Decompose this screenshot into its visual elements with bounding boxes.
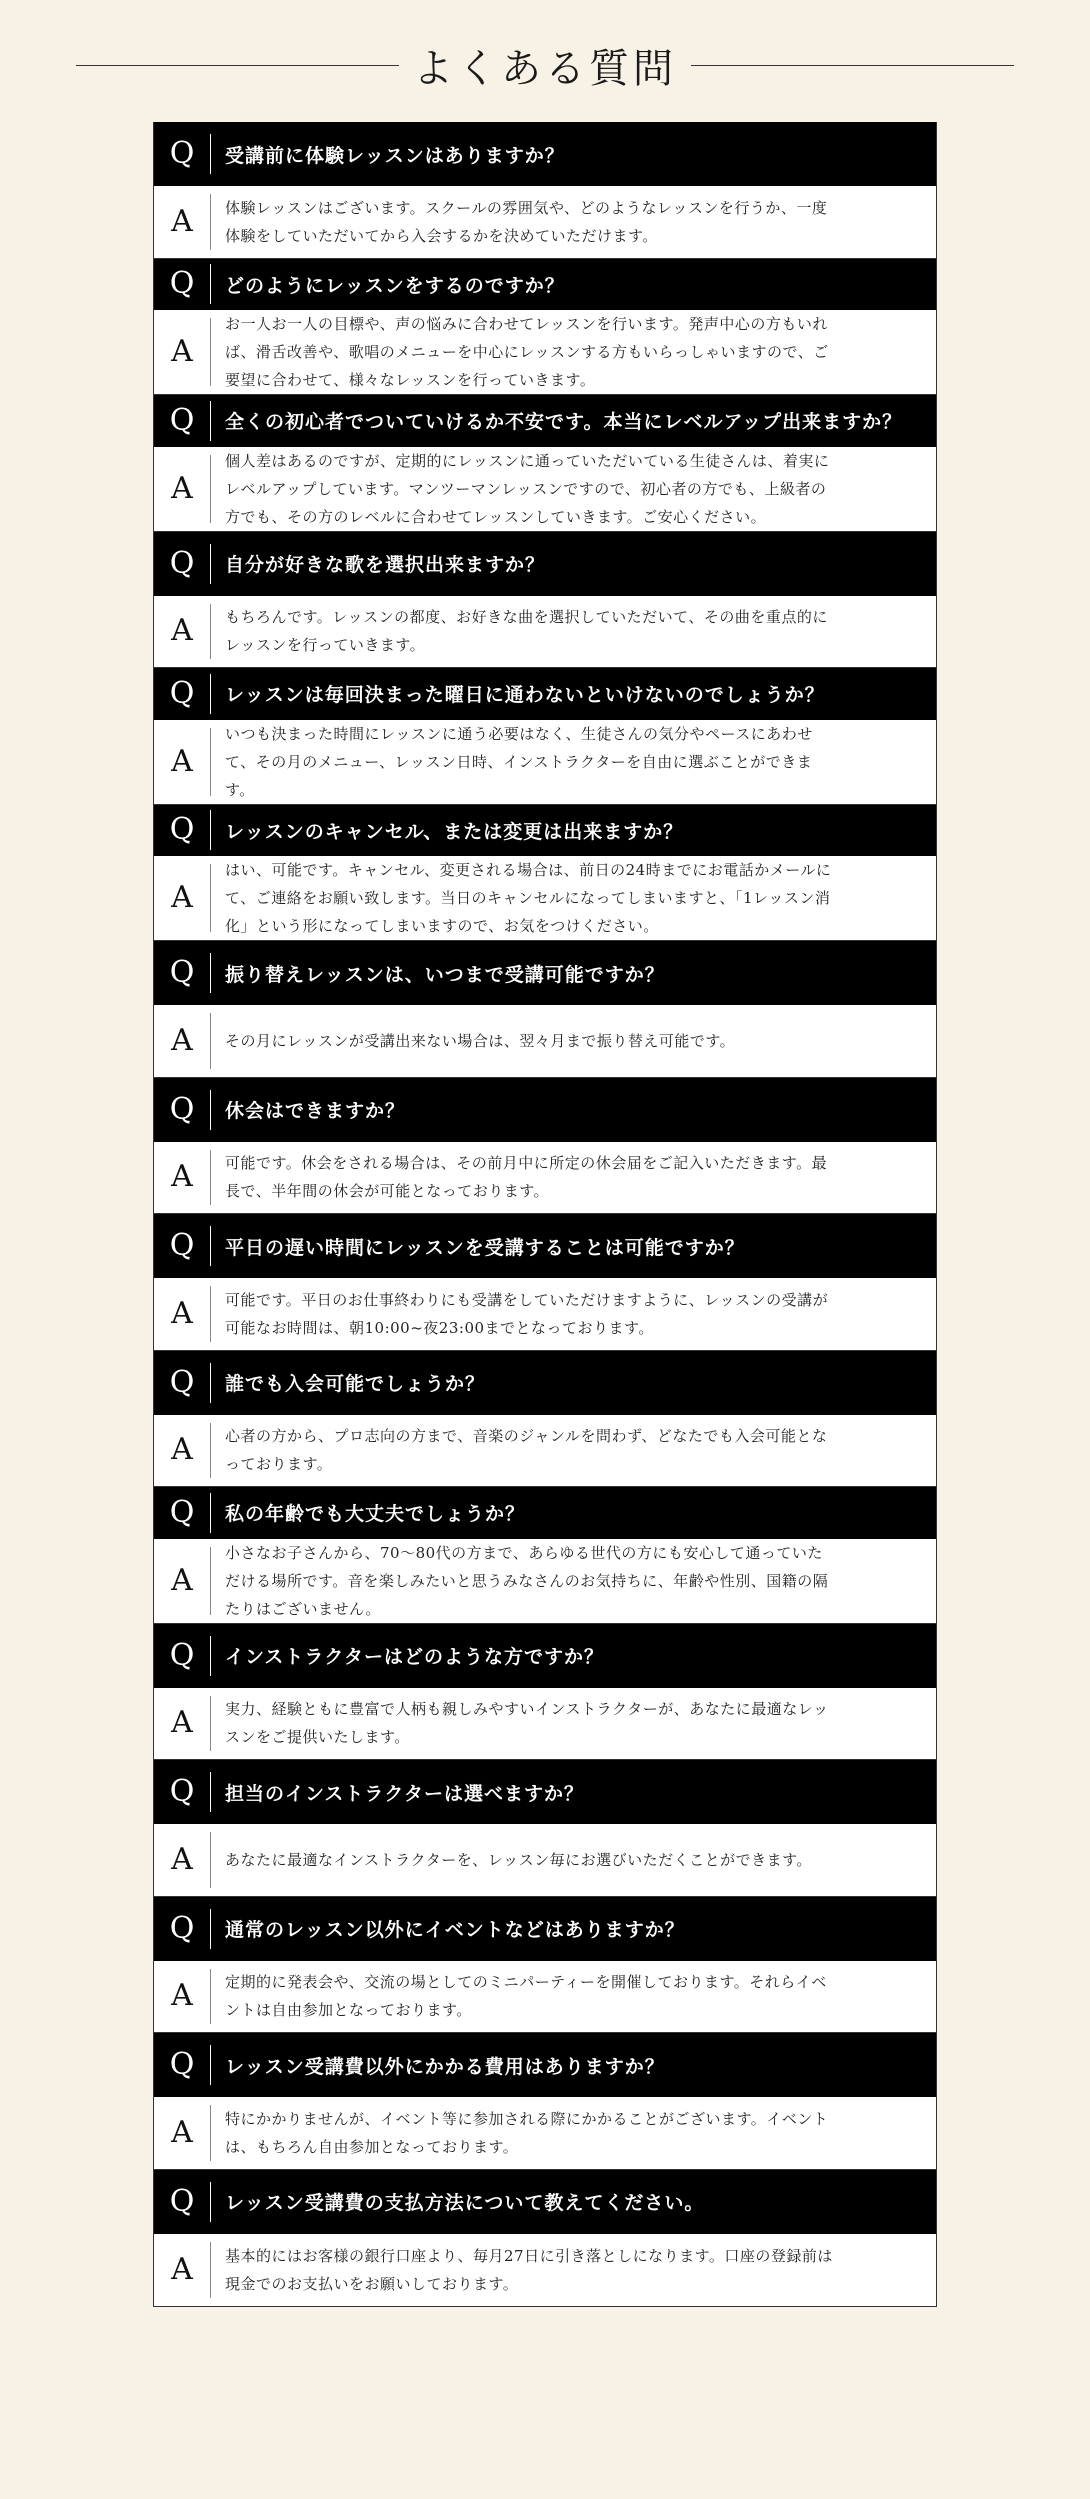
answer-text: 可能です。休会をされる場合は、その前月中に所定の休会届をご記入いただきます。最長で、半年間の休会が可能となっております。: [225, 1154, 828, 1201]
answer-text: 実力、経験ともに豊富で人柄も親しみやすいインストラクターが、あなたに最適なレッスンをご提供いたします。: [225, 1700, 829, 1747]
question-mark-label: Q: [169, 402, 195, 438]
answer-text: もちろんです。レッスンの都度、お好きな曲を選択していただいて、その曲を重点的にレッスンを行っていきます。: [225, 608, 828, 655]
answer-text: 心者の方から、プロ志向の方まで、音楽のジャンルを問わず、どなたでも入会可能となっております。: [225, 1427, 828, 1474]
faq-item: [154, 1487, 936, 1624]
heading-line-right: [691, 65, 1014, 66]
question-divider: [210, 1226, 211, 1266]
question-mark-label: Q: [169, 266, 195, 302]
question-text: 誰でも入会可能でしょうか？: [225, 1373, 486, 1395]
answer-text: 個人差はあるのですが、定期的にレッスンに通っていただいている生徒さんは、着実にレベルアップしています。マンツーマンレッスンですので、初心者の方でも、上級者の方でも、その方のレベルに合わせてレッスンしていきます。ご安心ください。: [225, 451, 830, 526]
answer-divider: [210, 1150, 211, 1206]
faq-item: [154, 805, 936, 942]
faq-answer: [154, 1539, 936, 1624]
question-text: 振り替えレッスンは、いつまで受講可能ですか？: [225, 963, 665, 986]
faq-item: [154, 395, 936, 532]
question-text: どのようにレッスンをするのですか？: [225, 274, 565, 297]
question-text: 受講前に体験レッスンはありますか？: [225, 144, 565, 167]
answer-text: 基本的にはお客様の銀行口座より、毎月27日に引き落としになります。口座の登録前は現金でのお支払いをお願いしております。: [225, 2246, 833, 2293]
question-text: 平日の遅い時間にレッスンを受講することは可能ですか？: [225, 1236, 745, 1259]
answer-divider: [210, 604, 211, 660]
faq-question: [154, 1214, 936, 1278]
question-mark-label: Q: [169, 136, 195, 171]
answer-divider: [210, 1832, 211, 1888]
faq-answer: [154, 720, 936, 805]
answer-mark-label: A: [171, 613, 193, 649]
faq-list: [153, 122, 937, 2307]
answer-divider: [210, 194, 211, 250]
answer-text: 体験レッスンはございます。スクールの雰囲気や、どのようなレッスンを行うか、一度体験をしていただいてから入会するかを決めていただけます。: [225, 198, 828, 245]
question-mark-label: Q: [169, 1091, 195, 1127]
question-divider: [210, 953, 211, 993]
faq-answer: [154, 2097, 936, 2170]
question-mark-label: Q: [169, 955, 195, 990]
faq-question: [154, 1078, 936, 1142]
faq-item: [154, 2033, 936, 2170]
question-divider: [210, 401, 211, 441]
faq-question: [154, 1897, 936, 1961]
faq-item: [154, 1214, 936, 1351]
answer-mark-label: A: [171, 1841, 193, 1877]
question-divider: [210, 1363, 211, 1403]
faq-item: [154, 668, 936, 805]
answer-mark-label: A: [171, 1432, 193, 1468]
faq-answer: [154, 186, 936, 259]
question-divider: [210, 674, 211, 714]
answer-divider: [210, 728, 211, 796]
answer-divider: [210, 2105, 211, 2161]
answer-divider: [210, 318, 211, 386]
question-divider: [210, 1493, 211, 1533]
faq-item: [154, 1760, 936, 1897]
question-divider: [210, 1909, 211, 1949]
question-mark-label: Q: [169, 812, 195, 848]
question-divider: [210, 2045, 211, 2085]
question-mark-label: Q: [169, 1774, 195, 1809]
answer-mark-label: A: [171, 2251, 193, 2287]
faq-question: [154, 2170, 936, 2234]
answer-divider: [210, 1013, 211, 1069]
answer-mark-label: A: [171, 2114, 193, 2150]
answer-divider: [210, 1969, 211, 2025]
answer-mark-label: A: [171, 334, 193, 369]
faq-question: [154, 1760, 936, 1824]
faq-question: [154, 259, 936, 311]
faq-item: [154, 1897, 936, 2034]
faq-item: [154, 122, 936, 259]
faq-answer: [154, 596, 936, 669]
answer-mark-label: A: [171, 1562, 193, 1598]
answer-divider: [210, 2242, 211, 2299]
answer-mark-label: A: [171, 1022, 193, 1058]
answer-mark-label: A: [171, 1295, 193, 1331]
faq-question: [154, 1487, 936, 1539]
question-divider: [210, 810, 211, 850]
answer-divider: [210, 1696, 211, 1752]
faq-answer: [154, 1688, 936, 1761]
question-mark-label: Q: [169, 2183, 195, 2219]
answer-divider: [210, 1286, 211, 1342]
faq-answer: [154, 1278, 936, 1351]
question-text: 担当のインストラクターは選べますか？: [225, 1782, 585, 1805]
question-text: 私の年齢でも大丈夫でしょうか？: [225, 1503, 526, 1526]
faq-question: [154, 2033, 936, 2097]
answer-mark-label: A: [171, 470, 193, 506]
answer-text: お一人お一人の目標や、声の悩みに合わせてレッスンを行います。発声中心の方もいれば、滑舌改善や、歌唱のメニューを中心にレッスンする方もいらっしゃいますので、ご要望に合わせて、様々なレッスンを行っていきます。: [225, 315, 829, 389]
question-text: レッスンのキャンセル、または変更は出来ますか？: [225, 820, 684, 843]
question-text: レッスン受講費の支払方法について教えてください。: [225, 2192, 705, 2214]
faq-answer: [154, 1142, 936, 1215]
faq-answer: [154, 856, 936, 941]
question-text: レッスン受講費以外にかかる費用はありますか？: [225, 2055, 665, 2078]
faq-heading: [76, 28, 1014, 102]
faq-answer: [154, 2234, 936, 2307]
answer-text: 特にかかりませんが、イベント等に参加される際にかかることがございます。イベントは、もちろん自由参加となっております。: [225, 2109, 829, 2156]
question-text: レッスンは毎回決まった曜日に通わないといけないのでしょうか？: [225, 684, 825, 707]
question-divider: [210, 134, 211, 174]
faq-item: [154, 2170, 936, 2307]
faq-item: [154, 1624, 936, 1761]
faq-item: [154, 259, 936, 396]
answer-mark-label: A: [171, 1978, 193, 2014]
question-divider: [210, 1636, 211, 1676]
question-mark-label: Q: [169, 1494, 195, 1530]
faq-answer: [154, 310, 936, 395]
faq-question: [154, 941, 936, 1005]
answer-text: 小さなお子さんから、70〜80代の方まで、あらゆる世代の方にも安心して通っていただける場所です。音を楽しみたいと思うみなさんのお気持ちに、年齢や性別、国籍の隔たりはございません。: [225, 1543, 829, 1618]
faq-question: [154, 668, 936, 720]
question-divider: [210, 1090, 211, 1130]
answer-divider: [210, 1547, 211, 1615]
answer-mark-label: A: [171, 880, 193, 915]
question-mark-label: Q: [169, 1364, 195, 1400]
answer-text: はい、可能です。キャンセル、変更される場合は、前日の24時までにお電話かメールにて、ご連絡をお願い致します。当日のキャンセルになってしまいますと、「1レッスン消化」という形になってしまいますので、お気をつけください。: [225, 861, 832, 935]
answer-divider: [210, 864, 211, 932]
faq-answer: [154, 1961, 936, 2034]
faq-answer: [154, 1005, 936, 1078]
faq-item: [154, 1078, 936, 1215]
question-divider: [210, 2182, 211, 2222]
faq-question: [154, 122, 936, 186]
answer-divider: [210, 1423, 211, 1479]
faq-answer: [154, 1824, 936, 1897]
faq-item: [154, 532, 936, 669]
answer-text: 定期的に発表会や、交流の場としてのミニパーティーを開催しております。それらイベントは自由参加となっております。: [225, 1973, 827, 2020]
question-mark-label: Q: [169, 1910, 195, 1946]
question-text: 自分が好きな歌を選択出来ますか？: [225, 554, 546, 576]
question-text: 休会はできますか？: [225, 1100, 406, 1122]
answer-mark-label: A: [171, 203, 193, 239]
answer-text: あなたに最適なインストラクターを、レッスン毎にお選びいただくことができます。: [225, 1850, 812, 1869]
faq-question: [154, 532, 936, 596]
answer-mark-label: A: [171, 1705, 193, 1741]
page-title: よくある質問: [413, 45, 677, 92]
question-mark-label: Q: [169, 2047, 195, 2082]
answer-mark-label: A: [171, 1159, 193, 1195]
question-text: 通常のレッスン以外にイベントなどはありますか？: [225, 1919, 685, 1941]
question-divider: [210, 264, 211, 304]
faq-question: [154, 1351, 936, 1415]
faq-item: [154, 1351, 936, 1488]
faq-question: [154, 805, 936, 857]
answer-mark-label: A: [171, 743, 193, 779]
answer-text: その月にレッスンが受講出来ない場合は、翌々月まで振り替え可能です。: [225, 1031, 736, 1050]
question-mark-label: Q: [169, 675, 195, 711]
faq-answer: [154, 1415, 936, 1488]
faq-question: [154, 395, 936, 447]
question-divider: [210, 544, 211, 584]
faq-answer: [154, 447, 936, 532]
faq-item: [154, 941, 936, 1078]
question-mark-label: Q: [169, 1637, 195, 1673]
answer-divider: [210, 455, 211, 523]
heading-line-left: [76, 65, 399, 66]
question-divider: [210, 1772, 211, 1812]
answer-text: 可能です。平日のお仕事終わりにも受講をしていただけますように、レッスンの受講が可能なお時間は、朝10:00~夜23:00までとなっております。: [225, 1290, 829, 1337]
question-text: 全くの初心者でついていけるか不安です。本当にレベルアップ出来ますか？: [225, 411, 903, 434]
answer-text: いつも決まった時間にレッスンに通う必要はなく、生徒さんの気分やペースにあわせて、その月のメニュー、レッスン日時、インストラクターを自由に選ぶことができます。: [225, 724, 813, 799]
question-text: インストラクターはどのような方ですか？: [225, 1646, 605, 1668]
question-mark-label: Q: [169, 1228, 195, 1263]
faq-question: [154, 1624, 936, 1688]
question-mark-label: Q: [169, 545, 195, 581]
